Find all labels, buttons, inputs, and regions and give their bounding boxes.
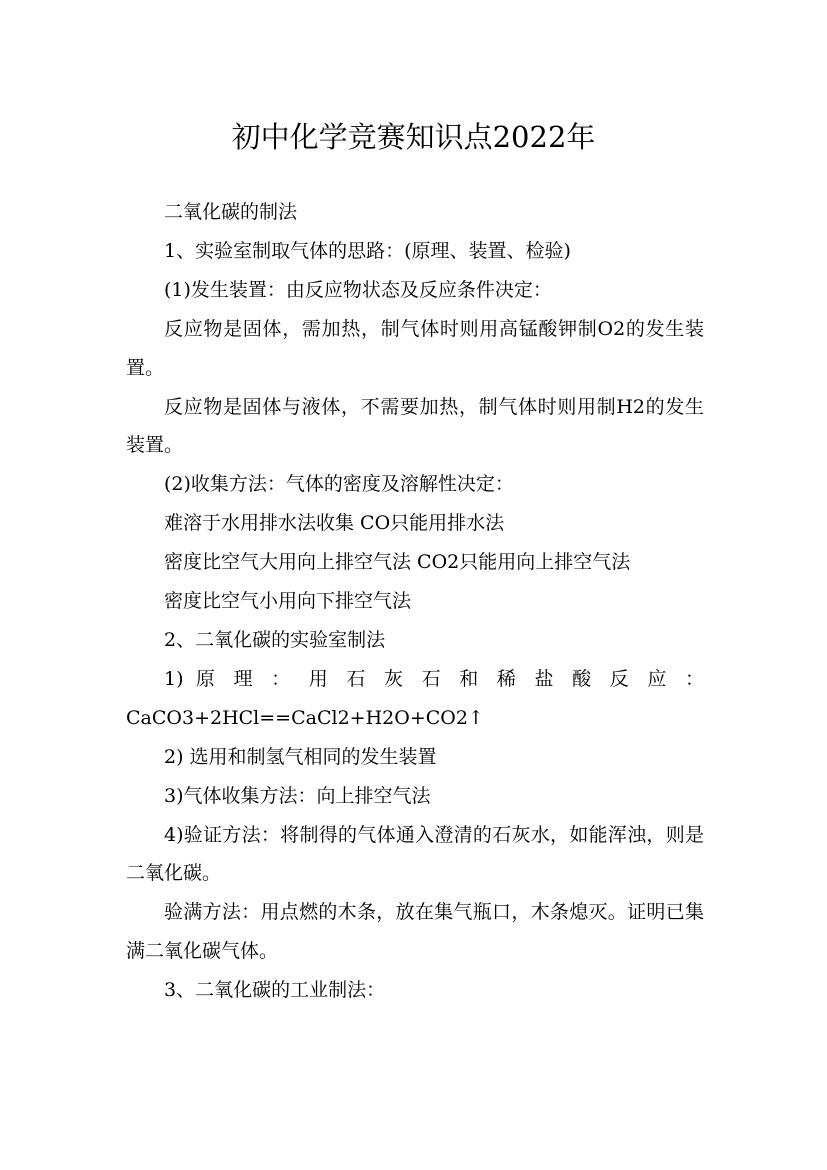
paragraph-gas-preparation-approach: 1、实验室制取气体的思路：(原理、装置、检验) bbox=[164, 239, 571, 262]
paragraph-industrial-heading: 3、二氧化碳的工业制法： bbox=[164, 979, 386, 1002]
paragraph-principle: 1) 原 理 ： 用 石 灰 石 和 稀 盐 酸 反 应 ： bbox=[164, 667, 704, 690]
paragraph-apparatus-choice: 2) 选用和制氢气相同的发生装置 bbox=[164, 745, 437, 768]
paragraph-solid-liquid: 反应物是固体与液体，不需要加热，制气体时则用制H2的发生装置。 bbox=[126, 395, 704, 457]
document-body bbox=[126, 193, 704, 1010]
paragraph-verification: 4)验证方法：将制得的气体通入澄清的石灰水，如能浑浊，则是二氧化碳。 bbox=[126, 823, 704, 885]
paragraph-downward-air-displacement: 密度比空气小用向下排空气法 bbox=[164, 590, 412, 613]
paragraph-collection-method: (2)收集方法：气体的密度及溶解性决定： bbox=[164, 473, 514, 496]
paragraph-generation-apparatus: (1)发生装置：由反应物状态及反应条件决定： bbox=[164, 278, 552, 301]
paragraph-gas-collection: 3)气体收集方法：向上排空气法 bbox=[164, 784, 431, 807]
paragraph-water-displacement: 难溶于水用排水法收集 CO只能用排水法 bbox=[164, 512, 505, 535]
section-heading-co2-preparation: 二氧化碳的制法 bbox=[164, 201, 298, 223]
paragraph-lab-preparation-heading: 2、二氧化碳的实验室制法 bbox=[164, 628, 386, 651]
paragraph-solid-heating: 反应物是固体，需加热，制气体时则用高锰酸钾制O2的发生装置。 bbox=[126, 317, 704, 379]
paragraph-equation: CaCO3+2HCl==CaCl2+H2O+CO2↑ bbox=[126, 706, 484, 729]
paragraph-upward-air-displacement: 密度比空气大用向上排空气法 CO2只能用向上排空气法 bbox=[164, 551, 631, 574]
paragraph-full-check: 验满方法：用点燃的木条，放在集气瓶口，木条熄灭。证明已集满二氧化碳气体。 bbox=[126, 901, 704, 963]
document-title: 初中化学竞赛知识点2022年 bbox=[231, 120, 596, 155]
